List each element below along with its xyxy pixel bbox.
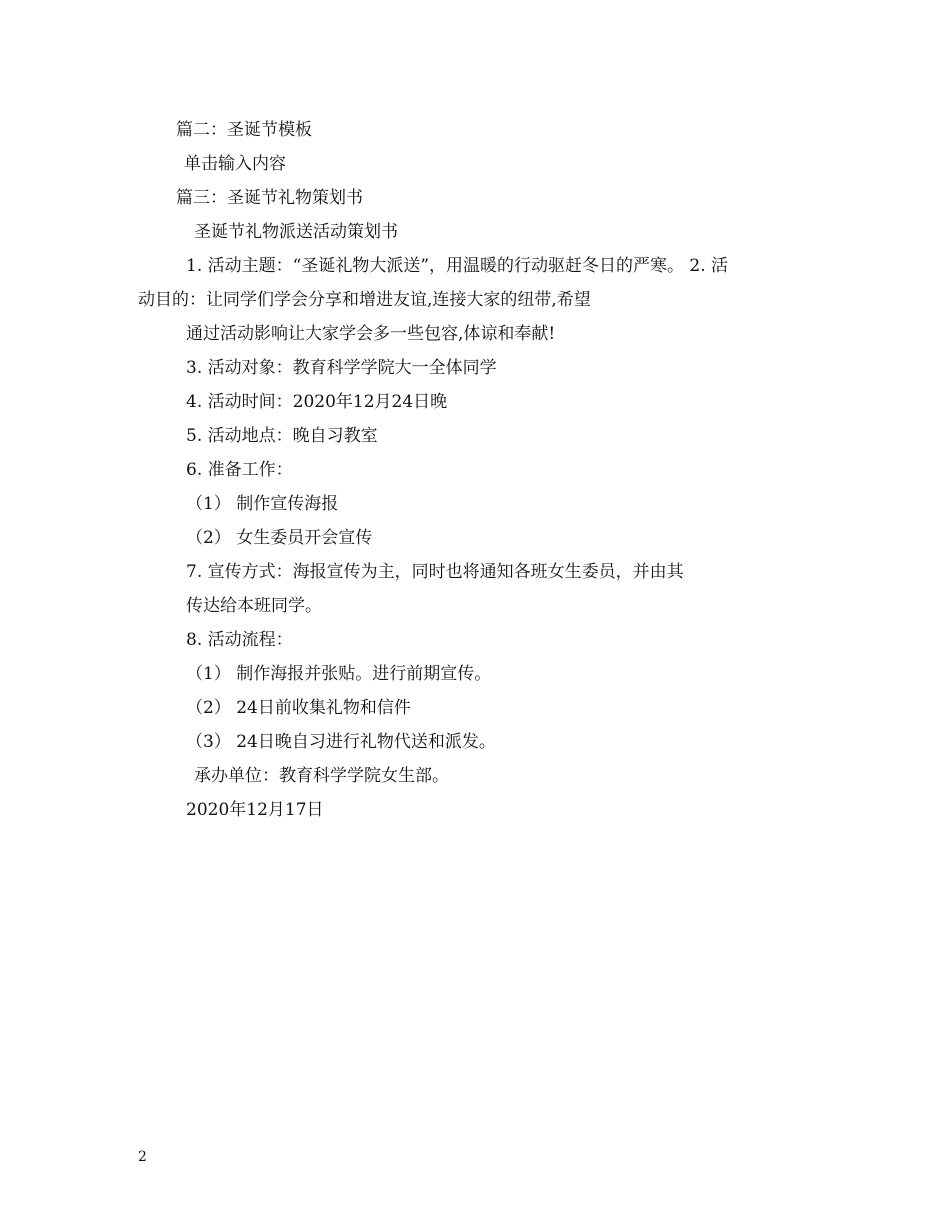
prep-step-1: （1） 制作宣传海报 xyxy=(186,494,339,514)
document-date: 2020年12月17日 xyxy=(186,800,324,820)
section-heading-2: 篇二：圣诞节模板 xyxy=(176,120,312,140)
item-4-time: 4. 活动时间：2020年12月24日晚 xyxy=(186,392,448,412)
item-5-location: 5. 活动地点：晚自习教室 xyxy=(186,426,378,446)
organizer: 承办单位：教育科学学院女生部。 xyxy=(194,766,449,786)
item-7-promotion-cont: 传达给本班同学。 xyxy=(186,596,322,616)
item-7-promotion: 7. 宣传方式：海报宣传为主，同时也将通知各班女生委员，并由其 xyxy=(186,562,684,582)
process-step-3: （3） 24日晚自习进行礼物代送和派发。 xyxy=(186,732,496,752)
page-number: 2 xyxy=(138,1149,147,1165)
item-2-purpose-cont: 动目的：让同学们学会分享和增进友谊,连接大家的纽带,希望 xyxy=(138,290,591,310)
plan-title: 圣诞节礼物派送活动策划书 xyxy=(194,222,398,242)
process-step-2: （2） 24日前收集礼物和信件 xyxy=(186,698,411,718)
process-step-1: （1） 制作海报并张贴。进行前期宣传。 xyxy=(186,664,492,684)
item-3-audience: 3. 活动对象：教育科学学院大一全体同学 xyxy=(186,358,497,378)
section-heading-3: 篇三：圣诞节礼物策划书 xyxy=(176,188,363,208)
item-6-preparation: 6. 准备工作： xyxy=(186,460,293,480)
prep-step-2: （2） 女生委员开会宣传 xyxy=(186,528,373,548)
placeholder-text: 单击输入内容 xyxy=(184,154,286,174)
item-8-process: 8. 活动流程： xyxy=(186,630,293,650)
item-1-theme: 1. 活动主题：“圣诞礼物大派送”，用温暖的行动驱赶冬日的严寒。 2. 活 xyxy=(186,256,729,276)
item-2-purpose-end: 通过活动影响让大家学会多一些包容,体谅和奉献! xyxy=(186,324,556,344)
